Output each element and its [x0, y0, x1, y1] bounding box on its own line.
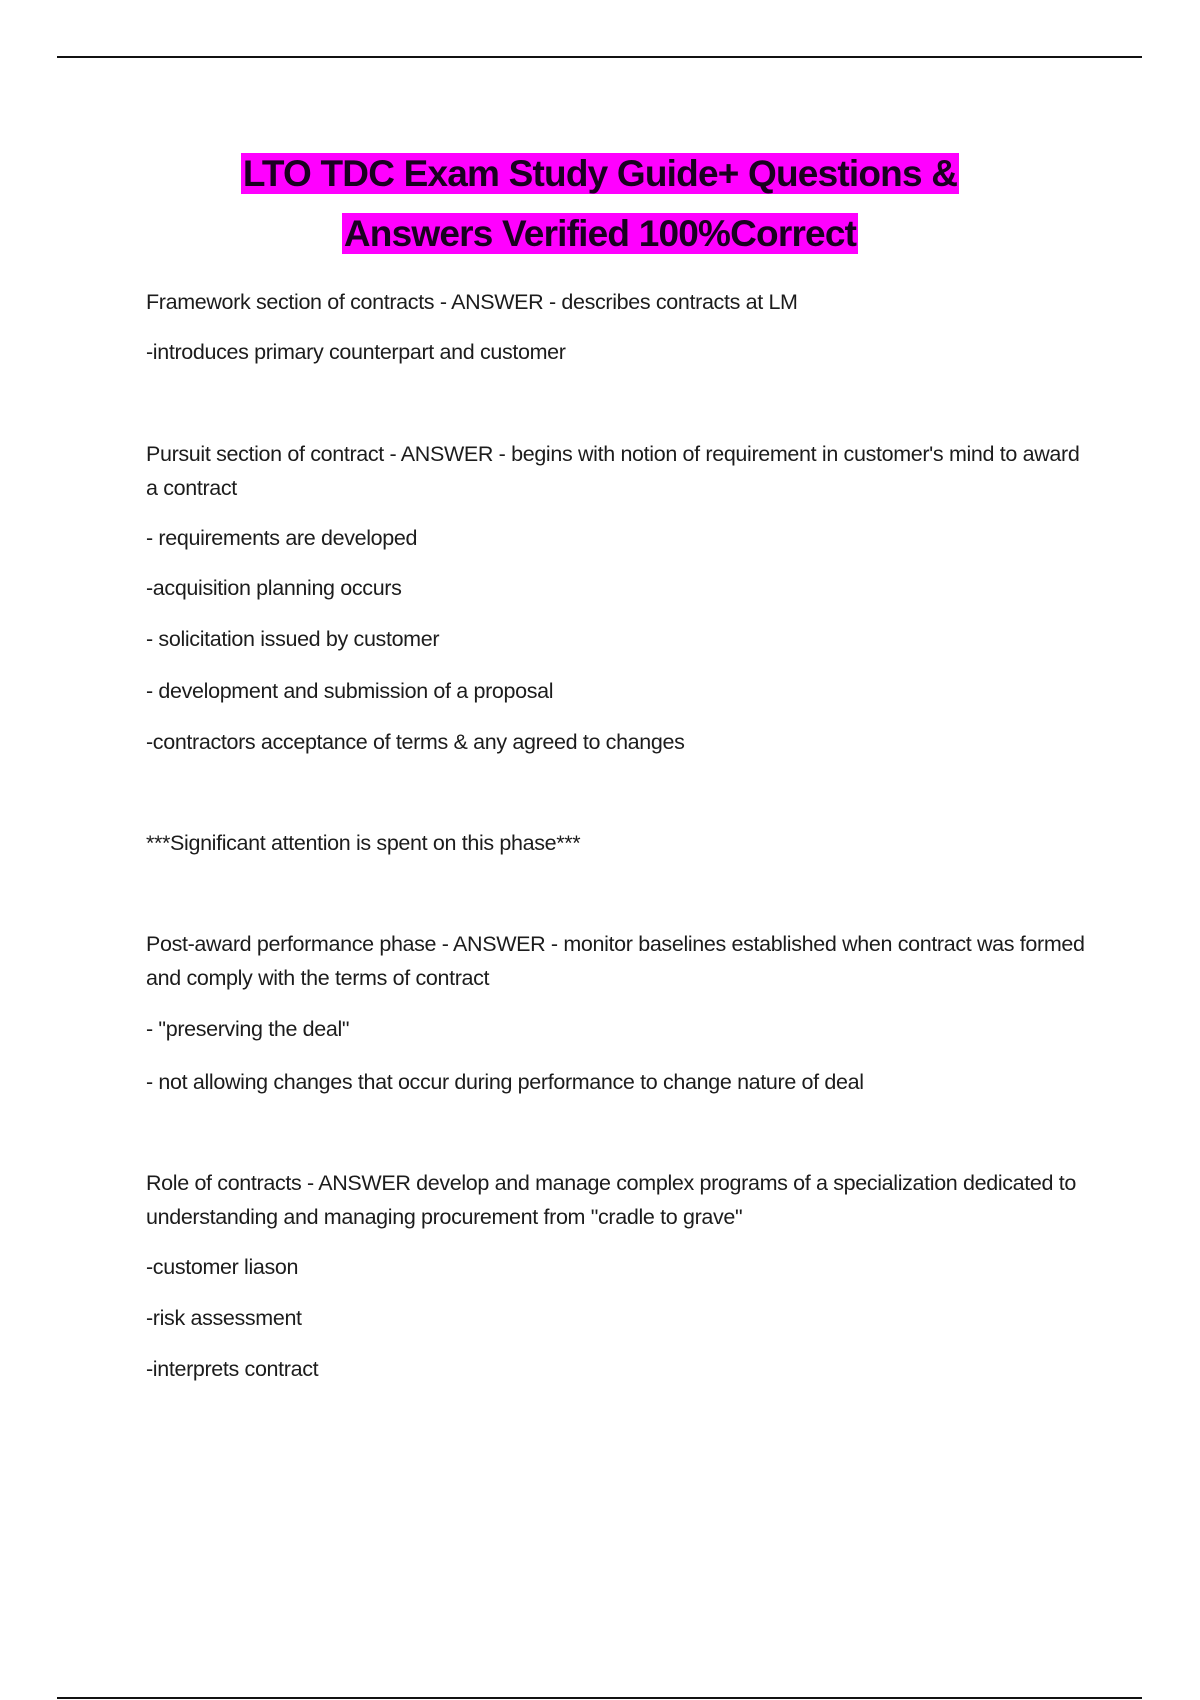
paragraph-bullet: - "preserving the deal"	[146, 1017, 350, 1041]
paragraph-bullet: - not allowing changes that occur during performance to change nature of deal	[146, 1070, 864, 1094]
paragraph-bullet: - solicitation issued by customer	[146, 627, 440, 651]
paragraph-note: ***Significant attention is spent on this phase***	[146, 831, 581, 855]
paragraph-bullet: - requirements are developed	[146, 526, 418, 550]
title-highlight-2: Answers Verified 100%Correct	[343, 213, 857, 254]
paragraph-pursuit: Pursuit section of contract - ANSWER - begins with notion of requirement in customer's mind to award a contract	[146, 442, 1080, 500]
paragraph-bullet: -contractors acceptance of terms & any agreed to changes	[146, 730, 685, 754]
paragraph-bullet: -risk assessment	[146, 1306, 302, 1330]
title-highlight-1: LTO TDC Exam Study Guide+ Questions &	[242, 153, 958, 194]
title-line-2	[0, 206, 1200, 262]
paragraph-bullet: -introduces primary counterpart and customer	[146, 340, 566, 364]
paragraph-bullet: -interprets contract	[146, 1357, 319, 1381]
paragraph-post-award: Post-award performance phase - ANSWER - monitor baselines established when contract was formed and comply with the terms of contract	[146, 932, 1085, 990]
paragraph-bullet: -customer liason	[146, 1255, 299, 1279]
paragraph-bullet: - development and submission of a proposal	[146, 679, 554, 703]
bottom-rule	[57, 1697, 1142, 1699]
paragraph-role: Role of contracts - ANSWER develop and manage complex programs of a specialization dedicated to understanding and managing procurement from "cradle to grave"	[146, 1171, 1076, 1229]
paragraph-framework: Framework section of contracts - ANSWER - describes contracts at LM	[146, 290, 798, 314]
title-line-1	[0, 146, 1200, 202]
paragraph-bullet: -acquisition planning occurs	[146, 576, 402, 600]
top-rule	[57, 56, 1142, 58]
